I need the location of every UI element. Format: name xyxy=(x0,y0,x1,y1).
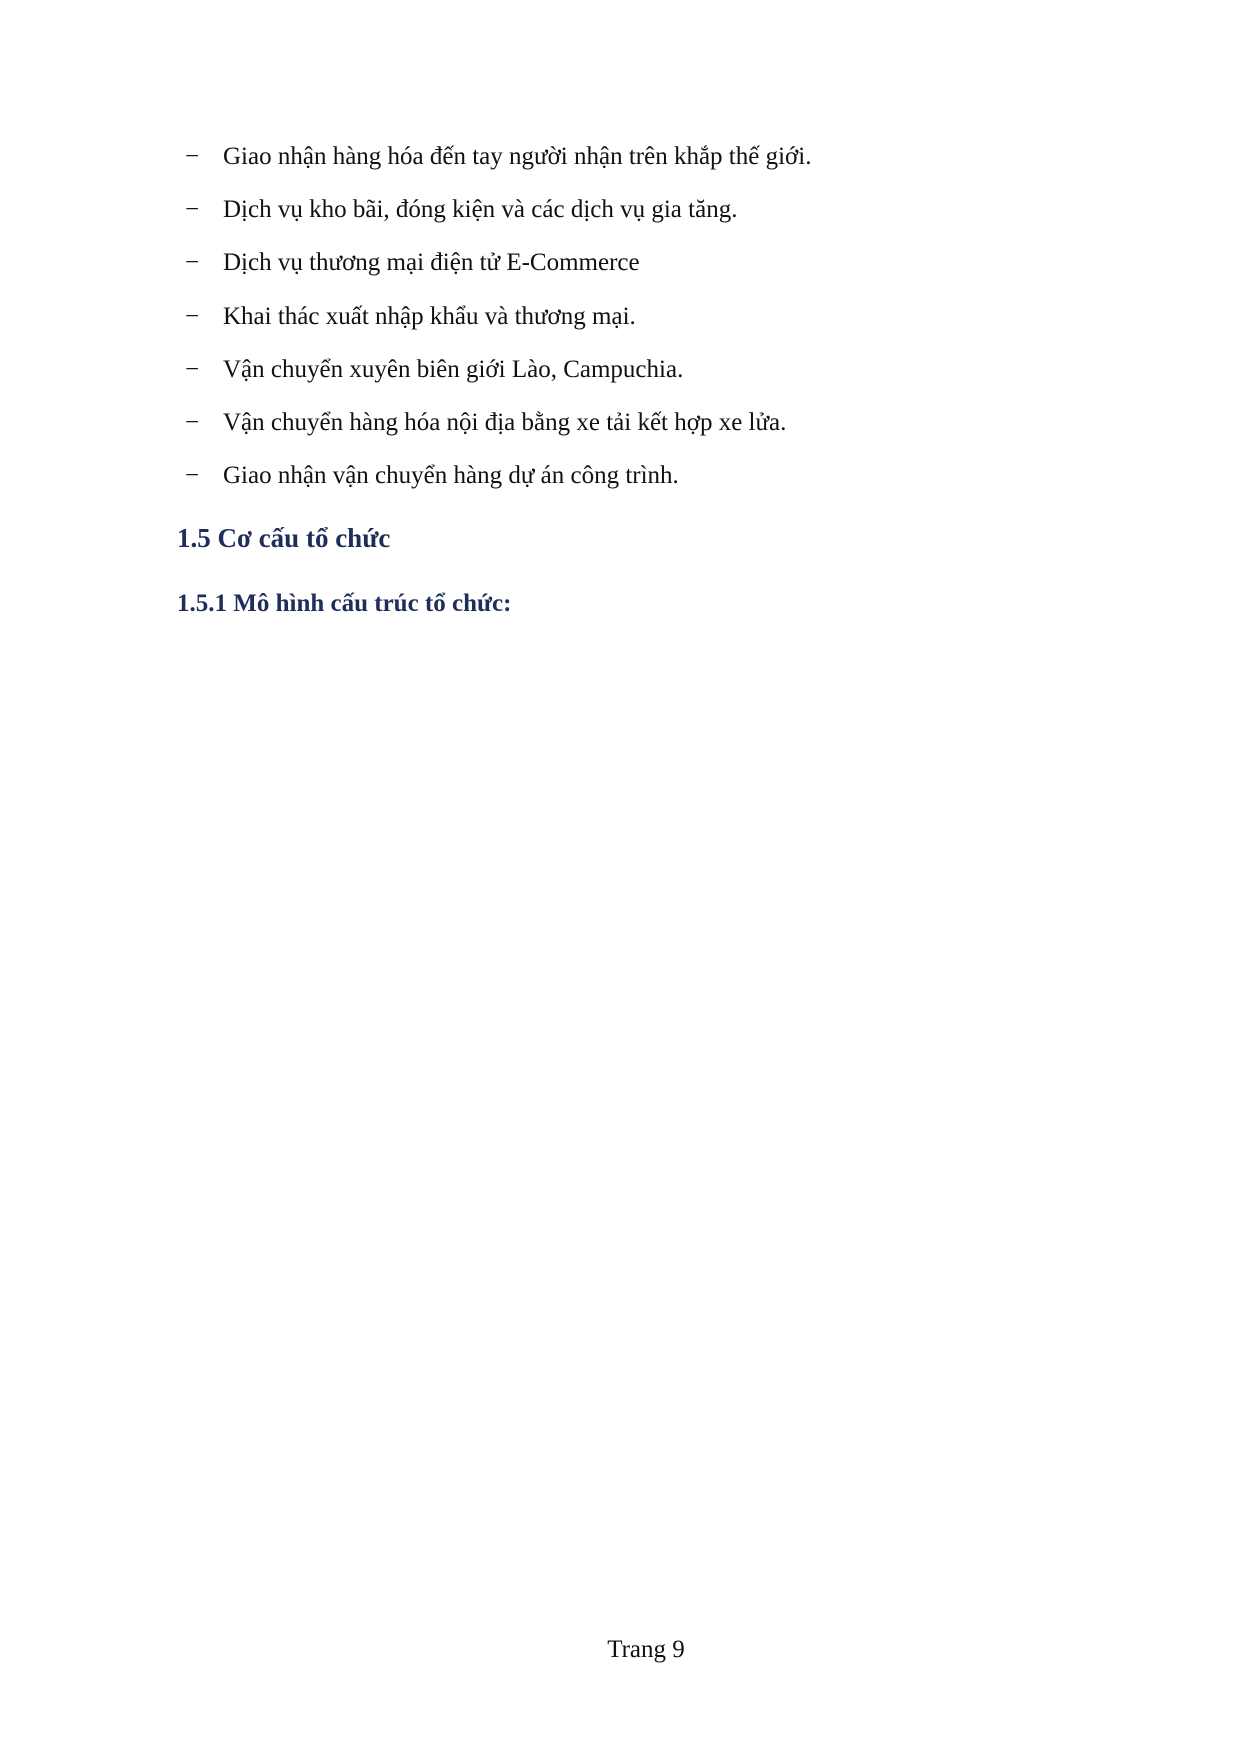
list-item-text: Dịch vụ thương mại điện tử E-Commerce xyxy=(223,249,640,277)
list-item-text: Vận chuyển hàng hóa nội địa bằng xe tải kết hợp xe lửa. xyxy=(223,408,787,436)
page-number: Trang 9 xyxy=(607,1636,685,1663)
section-heading: 1.5 Cơ cấu tổ chức xyxy=(177,523,391,553)
list-item xyxy=(185,356,811,409)
bullet-dash: − xyxy=(185,302,200,330)
list-item-text: Khai thác xuất nhập khẩu và thương mại. xyxy=(223,302,636,330)
list-item xyxy=(185,196,811,249)
list-item-text: Giao nhận vận chuyển hàng dự án công trình. xyxy=(223,462,679,490)
list-item xyxy=(185,462,811,515)
list-item-text: Vận chuyển xuyên biên giới Lào, Campuchia. xyxy=(223,355,684,383)
list-item-text: Dịch vụ kho bãi, đóng kiện và các dịch vụ gia tăng. xyxy=(223,196,738,224)
list-item xyxy=(185,249,811,302)
bullet-dash: − xyxy=(185,355,200,383)
list-item xyxy=(185,303,811,356)
bullet-dash: − xyxy=(185,408,200,436)
bullet-dash: − xyxy=(185,249,200,277)
list-item xyxy=(185,143,811,196)
subsection-heading: 1.5.1 Mô hình cấu trúc tổ chức: xyxy=(177,590,512,617)
bullet-dash: − xyxy=(185,462,200,490)
bullet-dash: − xyxy=(185,196,200,224)
service-list xyxy=(185,143,811,515)
list-item xyxy=(185,409,811,462)
bullet-dash: − xyxy=(185,143,200,170)
list-item-text: Giao nhận hàng hóa đến tay người nhận trên khắp thế giới. xyxy=(223,143,812,170)
